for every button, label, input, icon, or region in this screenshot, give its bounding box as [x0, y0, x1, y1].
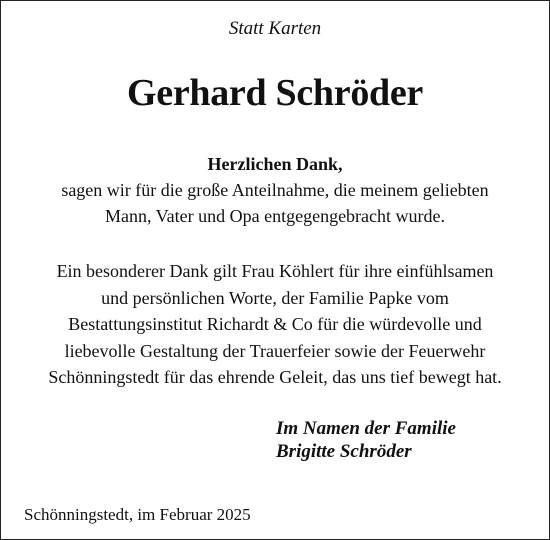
thanks-line: sagen wir für die große Anteilnahme, die meinem geliebten [61, 180, 489, 200]
signature-line: Brigitte Schröder [276, 441, 412, 462]
thanks-heading: Herzlichen Dank, [207, 154, 343, 174]
special-thanks-line: und persönlichen Worte, der Familie Papke vom [101, 287, 449, 308]
special-thanks-line: Schönningstedt für das ehrende Geleit, das uns tief bewegt hat. [48, 367, 502, 387]
family-signature [276, 417, 456, 463]
place-and-date: Schönningstedt, im Februar 2025 [24, 505, 251, 524]
special-thanks-line: liebevolle Gestaltung der Trauerfeier sowie der Feuerwehr [64, 340, 486, 361]
intro-line: Statt Karten [228, 18, 322, 39]
signature-line: Im Namen der Familie [276, 418, 456, 439]
special-thanks-line: Bestattungsinstitut Richardt & Co für die würdevolle und [68, 314, 482, 334]
special-thanks-line: Ein besonderer Dank gilt Frau Köhlert für ihre einfühlsamen [56, 261, 494, 281]
special-thanks-paragraph [1, 258, 549, 391]
thanks-line: Mann, Vater und Opa entgegengebracht wurde. [104, 206, 446, 226]
thanks-paragraph [1, 151, 549, 229]
deceased-name: Gerhard Schröder [127, 72, 423, 114]
